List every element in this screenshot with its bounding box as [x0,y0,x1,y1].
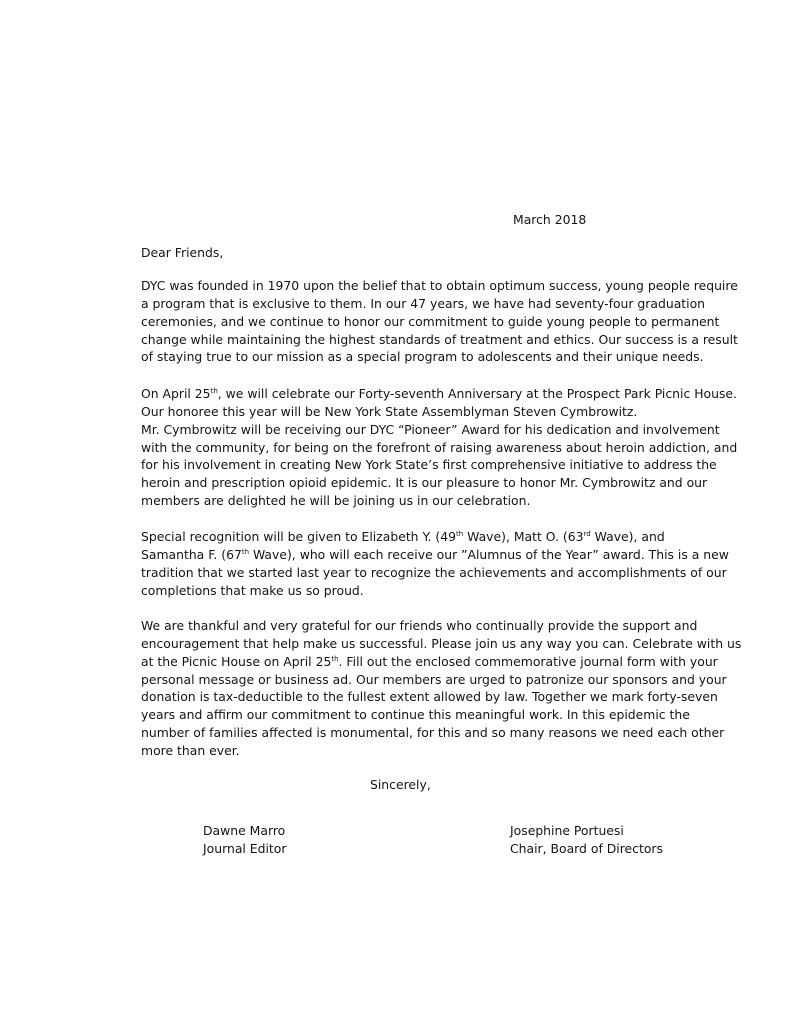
text-fragment: Wave), and [590,529,665,544]
body-line: We are thankful and very grateful for our friends who continually provide the support and [141,618,698,633]
paragraph-founding [141,277,738,366]
body-line: change while maintaining the highest standards of treatment and ethics. Our success is a result [141,331,738,347]
body-line: Our honoree this year will be New York State Assemblyman Steven Cymbrowitz. [141,403,638,419]
text-fragment: at the Picnic House on April 25 [141,653,332,669]
paragraph-anniversary [141,385,738,510]
paragraph-recognition [141,528,729,599]
body-line: with the community, for being on the forefront of raising awareness about heroin addiction, and [141,439,738,455]
ordinal-suffix: th [456,530,464,538]
text-fragment: Special recognition will be given to Elizabeth Y. (49 [141,529,456,544]
body-line: ceremonies, and we continue to honor our commitment to guide young people to permanent [141,313,720,329]
body-line: members are delighted he will be joining us in our celebration. [141,493,531,509]
body-line: tradition that we started last year to recognize the achievements and accomplishments of our [141,564,727,580]
text-fragment: On April 25 [141,386,211,401]
body-line [141,528,665,546]
body-line: more than ever. [141,742,240,758]
body-line: of staying true to our mission as a special program to adolescents and their unique needs. [141,349,704,365]
body-line: years and affirm our commitment to continue this meaningful work. In this epidemic the [141,707,690,723]
body-line: personal message or business ad. Our members are urged to patronize our sponsors and your [141,671,727,687]
body-line: donation is tax-deductible to the fullest extent allowed by law. Together we mark forty-seven [141,689,718,705]
body-line: a program that is exclusive to them. In our 47 years, we have had seventy-four graduation [141,295,706,311]
body-line [141,546,729,564]
signatory-name: Dawne Marro [203,823,286,838]
ordinal-suffix: rd [583,530,591,538]
salutation: Dear Friends, [141,245,224,260]
text-fragment: , we will celebrate our Forty-seventh Anniversary at the Prospect Park Picnic House. [217,386,737,401]
text-fragment: . Fill out the enclosed commemorative journal form with your [338,653,718,669]
body-line: Mr. Cymbrowitz will be receiving our DYC “Pioneer” Award for his dedication and involvement [141,421,720,437]
ordinal-suffix: th [210,387,218,395]
body-line: completions that make us so proud. [141,582,364,598]
body-line: heroin and prescription opioid epidemic. It is our pleasure to honor Mr. Cymbrowitz and our [141,475,708,491]
body-line: for his involvement in creating New York State’s first comprehensive initiative to address the [141,457,717,473]
body-line [141,385,737,403]
letter-date: March 2018 [513,212,587,227]
body-line: DYC was founded in 1970 upon the belief that to obtain optimum success, young people require [141,278,738,293]
ordinal-suffix: th [241,547,250,556]
text-fragment: Wave), Matt O. (63 [463,529,584,544]
body-line [141,653,718,671]
paragraph-gratitude [141,617,742,760]
closing: Sincerely, [370,777,431,792]
text-fragment: Samantha F. (67 [141,546,242,562]
text-fragment: Wave), who will each receive our ”Alumnus of the Year” award. This is a new [249,546,729,562]
signatory-chair [510,822,663,858]
signatory-editor [203,822,286,858]
body-line: number of families affected is monumental, for this and so many reasons we need each other [141,725,725,741]
signatory-title: Journal Editor [203,841,287,856]
body-line: encouragement that help make us successful. Please join us any way you can. Celebrate with us [141,635,742,651]
signatory-title: Chair, Board of Directors [510,841,663,856]
signatory-name: Josephine Portuesi [510,823,624,838]
ordinal-suffix: th [331,654,339,663]
